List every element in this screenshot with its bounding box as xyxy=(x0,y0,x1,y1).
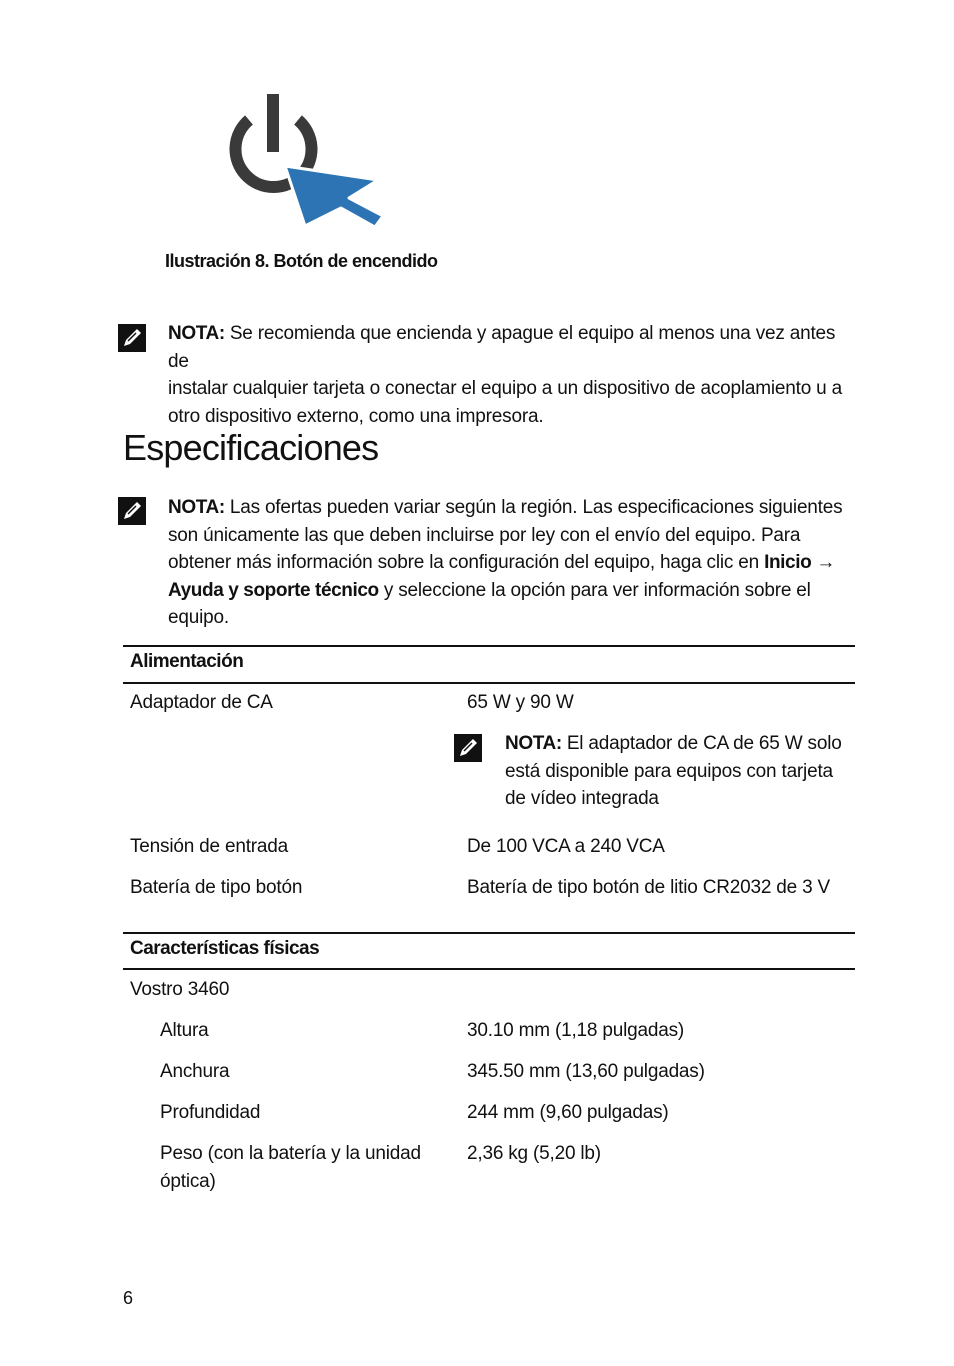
section-heading: Especificaciones xyxy=(123,427,379,468)
table-rule xyxy=(123,932,855,934)
cursor-arrow-icon xyxy=(285,166,383,227)
spec-value: 244 mm (9,60 pulgadas) xyxy=(467,1102,669,1123)
spec-label: Peso (con la batería y la unidad óptica) xyxy=(160,1143,421,1192)
spec-label: Batería de tipo botón xyxy=(130,877,303,898)
menu-path-ayuda: Ayuda y soporte técnico xyxy=(168,579,379,601)
note-pencil-icon xyxy=(118,497,146,525)
spec-label: Anchura xyxy=(160,1061,230,1082)
note-label: NOTA: xyxy=(168,323,225,344)
note-adapter: NOTA: El adaptador de CA de 65 W solo está disponible para equipos con tarjeta de vídeo integrada xyxy=(505,733,842,809)
table-section-title: Alimentación xyxy=(130,651,244,672)
spec-value: 2,36 kg (5,20 lb) xyxy=(467,1143,601,1164)
note-pencil-icon xyxy=(118,324,146,352)
spec-label: Adaptador de CA xyxy=(130,692,273,713)
spec-value: 65 W y 90 W xyxy=(467,692,574,713)
spec-label: Profundidad xyxy=(160,1102,261,1123)
spec-value: 345.50 mm (13,60 pulgadas) xyxy=(467,1061,705,1082)
note-label: NOTA: xyxy=(168,497,225,518)
spec-value: 30.10 mm (1,18 pulgadas) xyxy=(467,1020,684,1041)
table-rule xyxy=(123,682,855,684)
spec-value: Batería de tipo botón de litio CR2032 de 3 V xyxy=(467,877,831,898)
spec-label: Tensión de entrada xyxy=(130,836,289,857)
table-rule xyxy=(123,645,855,647)
figure-caption: Ilustración 8. Botón de encendido xyxy=(165,251,438,271)
note-label: NOTA: xyxy=(505,733,562,754)
spec-label: Altura xyxy=(160,1020,209,1041)
table-rule xyxy=(123,968,855,970)
page-number: 6 xyxy=(123,1288,134,1308)
spec-value: De 100 VCA a 240 VCA xyxy=(467,836,665,857)
model-name: Vostro 3460 xyxy=(130,979,230,1000)
table-section-title: Características físicas xyxy=(130,938,320,959)
note-offers: NOTA: Las ofertas pueden variar según la región. Las especificaciones siguientes son únicamente las que deben incluirse por ley con el envío del equipo. Para obtener más información sobre la configuración del equipo, haga clic en Inicio → Ayuda y soporte técnico y seleccione la opción para ver información sobre el equipo. xyxy=(168,497,843,628)
note-general: NOTA: Se recomienda que encienda y apague el equipo al menos una vez antes de instalar cualquier tarjeta o conectar el equipo a un dispositivo de acoplamiento u a otro dispositivo externo, como una impresora. xyxy=(168,323,842,427)
power-button-icon xyxy=(225,90,390,230)
note-pencil-icon xyxy=(454,734,482,762)
menu-path-inicio: Inicio xyxy=(764,552,812,573)
